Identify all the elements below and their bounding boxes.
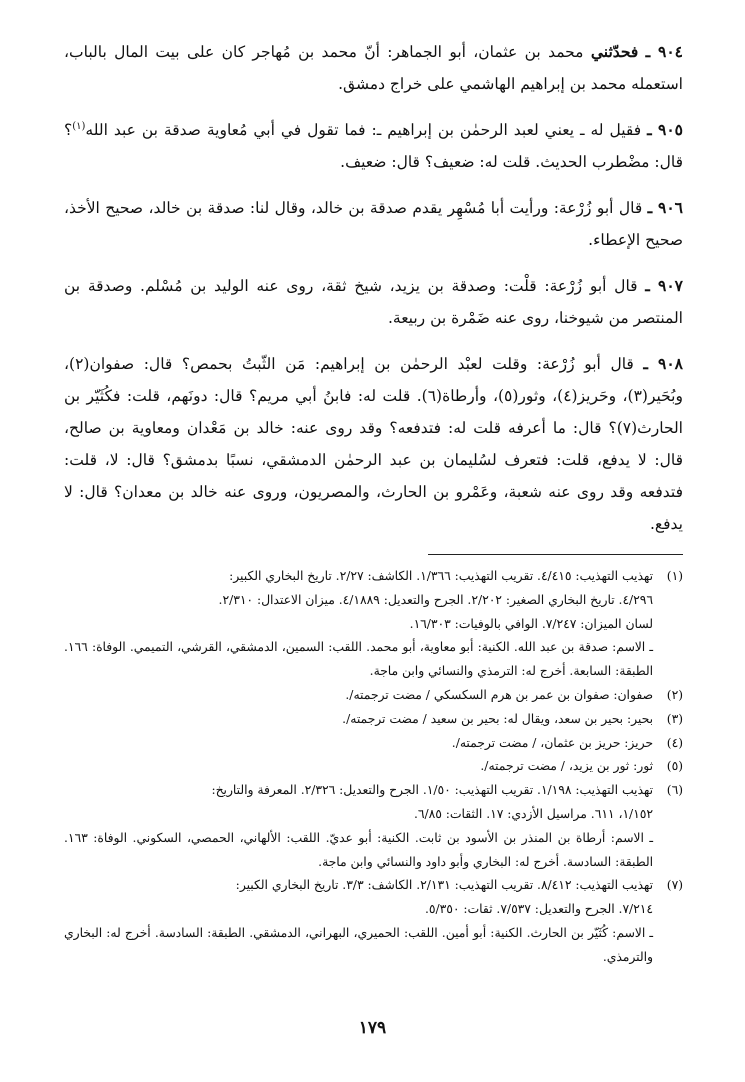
footnote-number: (٧) [666, 878, 683, 893]
footnote-number: (٣) [666, 711, 683, 726]
paragraph-number: ٩٠٥ ـ [647, 120, 683, 139]
footnote-text: تهذيب التهذيب: ٤/٤١٥. تقريب التهذيب: ١/٣٦٦. الكاشف: ٢/٢٧. تاريخ البخاري الكبير: [229, 569, 653, 583]
footnote-separator [428, 554, 683, 555]
paragraph-text: قال أبو زُرْعة: قلْت: وصدقة بن يزيد، شيخ ثقة، روى عنه الوليد بن مُسْلم. وصدقة بن المنتصر من شيوخنا، روى عنه ضَمْرة بن ربيعة. [64, 277, 683, 327]
paragraph-908 [64, 348, 683, 540]
paragraph-text: محمد بن عثمان، أبو الجماهر: أنّ محمد بن مُهاجر كان على بيت المال بالباب، استعمله محمد بن إبراهيم الهاشمي على خراج دمشق. [64, 43, 683, 93]
footnote-number: (٤) [666, 735, 683, 750]
footnote-text: تهذيب التهذيب: ١/١٩٨. تقريب التهذيب: ١/٥٠. الجرح والتعديل: ٢/٣٢٦. المعرفة والتاريخ: [211, 783, 653, 798]
footnote-text: حريز: حريز بن عثمان، / مضت ترجمته/. [451, 735, 653, 750]
footnote-number: (٢) [666, 687, 683, 702]
footnote-7 [64, 874, 683, 898]
paragraph-number: ٩٠٧ ـ [645, 276, 683, 295]
paragraph-905 [64, 114, 683, 178]
footnote-6-detail: ـ الاسم: أرطاة بن المنذر بن الأسود بن ثابت. الكنية: أبو عديّ. اللقب: الألهاني، الحمصي، السكوني. الوفاة: ١٦٣. الطبقة: السادسة. أخرج له: البخاري وأبو داود والنسائي وابن ماجة. [64, 830, 653, 869]
footnote-text: صفوان: صفوان بن عمر بن هرم السكسكي / مضت ترجمته/. [345, 687, 653, 702]
footnote-text: تهذيب التهذيب: ٨/٤١٢. تقريب التهذيب: ٢/١٣١. الكاشف: ٣/٣. تاريخ البخاري الكبير: [235, 878, 653, 893]
paragraph-text: فقيل له ـ يعني لعبد الرحمٰن بن إبراهيم ـ: فما تقول في أبي مُعاوية صدقة بن عبد الله [85, 121, 648, 139]
footnote-7-detail: ـ الاسم: كُثَيّر بن الحارث. الكنية: أبو أمين. اللقب: الحميري، البهراني، الدمشقي. الطبقة: السادسة. أخرج له: البخاري والترمذي. [64, 925, 653, 964]
main-text [64, 36, 683, 540]
footnote-2 [64, 684, 683, 708]
footnote-7-continuation: ٧/٢١٤. الجرح والتعديل: ٧/٥٣٧. ثقات: ٥/٣٥٠. [425, 902, 653, 917]
footnote-number: (٦) [666, 783, 683, 798]
paragraph-906 [64, 192, 683, 256]
footnote-number: (١) [666, 569, 683, 583]
footnote-1-detail: ـ الاسم: صدقة بن عبد الله. الكنية: أبو معاوية، أبو محمد. اللقب: السمين، الدمشقي، القرشي، التميمي. الوفاة: ١٦٦. الطبقة: السابعة. أخرج له: الترمذي والنسائي وابن ماجة. [64, 640, 653, 679]
footnote-text: ثور: ثور بن يزيد، / مضت ترجمته/. [480, 759, 653, 774]
footnote-ref: (١) [72, 120, 86, 132]
paragraph-907 [64, 270, 683, 334]
footnote-5 [64, 755, 683, 779]
footnote-1-continuation: ٤/٢٩٦. تاريخ البخاري الصغير: ٢/٢٠٢. الجرح والتعديل: ٤/١٨٨٩. ميزان الاعتدال: ٢/٣١٠. [218, 592, 653, 607]
paragraph-number: ٩٠٦ ـ [647, 198, 683, 217]
footnote-text: بحير: بحير بن سعد، ويقال له: بحير بن سعيد / مضت ترجمته/. [342, 711, 653, 726]
footnote-3 [64, 708, 683, 732]
footnote-6 [64, 779, 683, 803]
footnote-4 [64, 732, 683, 756]
paragraph-text: قال أبو زُرْعة: وقلت لعبْد الرحمٰن بن إبراهيم: مَن الثّبتُ بحمص؟ قال: صفوان(٢)، وبُحَير(٣)، وحَريز(٤)، وثور(٥)، وأرطاة(٦). قلت له: فابنُ أبي مريم؟ قال: دونَهم، قلت: فكُثَيّر بن الحارث(٧)؟ قال: ما أعرفه قلت له: فتدفعه؟ وقد روى عنه: خالد بن مَعْدان ومعاوية بن صالح، قال: لا يدفع، قلت: فتعرف لسُليمان بن عبد الرحمٰن الدمشقي، نسبًا بدمشق؟ قال: لا، قلت: فتدفعه وقد روى عنه شعبة، وعَمْرو بن الحارث، والمصريون، وروى عنه خالد بن معدان؟ قال: لا يدفع. [64, 355, 683, 533]
paragraph-904 [64, 36, 683, 100]
footnotes [64, 565, 683, 970]
page-number: ١٧٩ [358, 1018, 387, 1038]
paragraph-number: ٩٠٨ ـ [643, 354, 683, 373]
footnote-1-continuation: لسان الميزان: ٧/٢٤٧. الوافي بالوفيات: ١٦/٣٠٣. [409, 616, 653, 631]
footnote-6-continuation: ١/١٥٢، ٦١١. مراسيل الأزدي: ١٧. الثقات: ٦/٨٥. [413, 806, 653, 821]
paragraph-text-continued: ؟ قال: مضْطرب الحديث. قلت له: ضعيف؟ قال: ضعيف. [64, 121, 683, 171]
footnote-1 [64, 565, 683, 589]
paragraph-text: قال أبو زُرْعة: ورأيت أبا مُسْهِر يقدم صدقة بن خالد، وقال لنا: صدقة بن خالد، صحيح الأخذ، صحيح الإعطاء. [64, 199, 683, 249]
footnote-number: (٥) [666, 759, 683, 774]
paragraph-keyword: فحدّثني [590, 42, 639, 61]
paragraph-number: ٩٠٤ ـ [645, 42, 683, 61]
